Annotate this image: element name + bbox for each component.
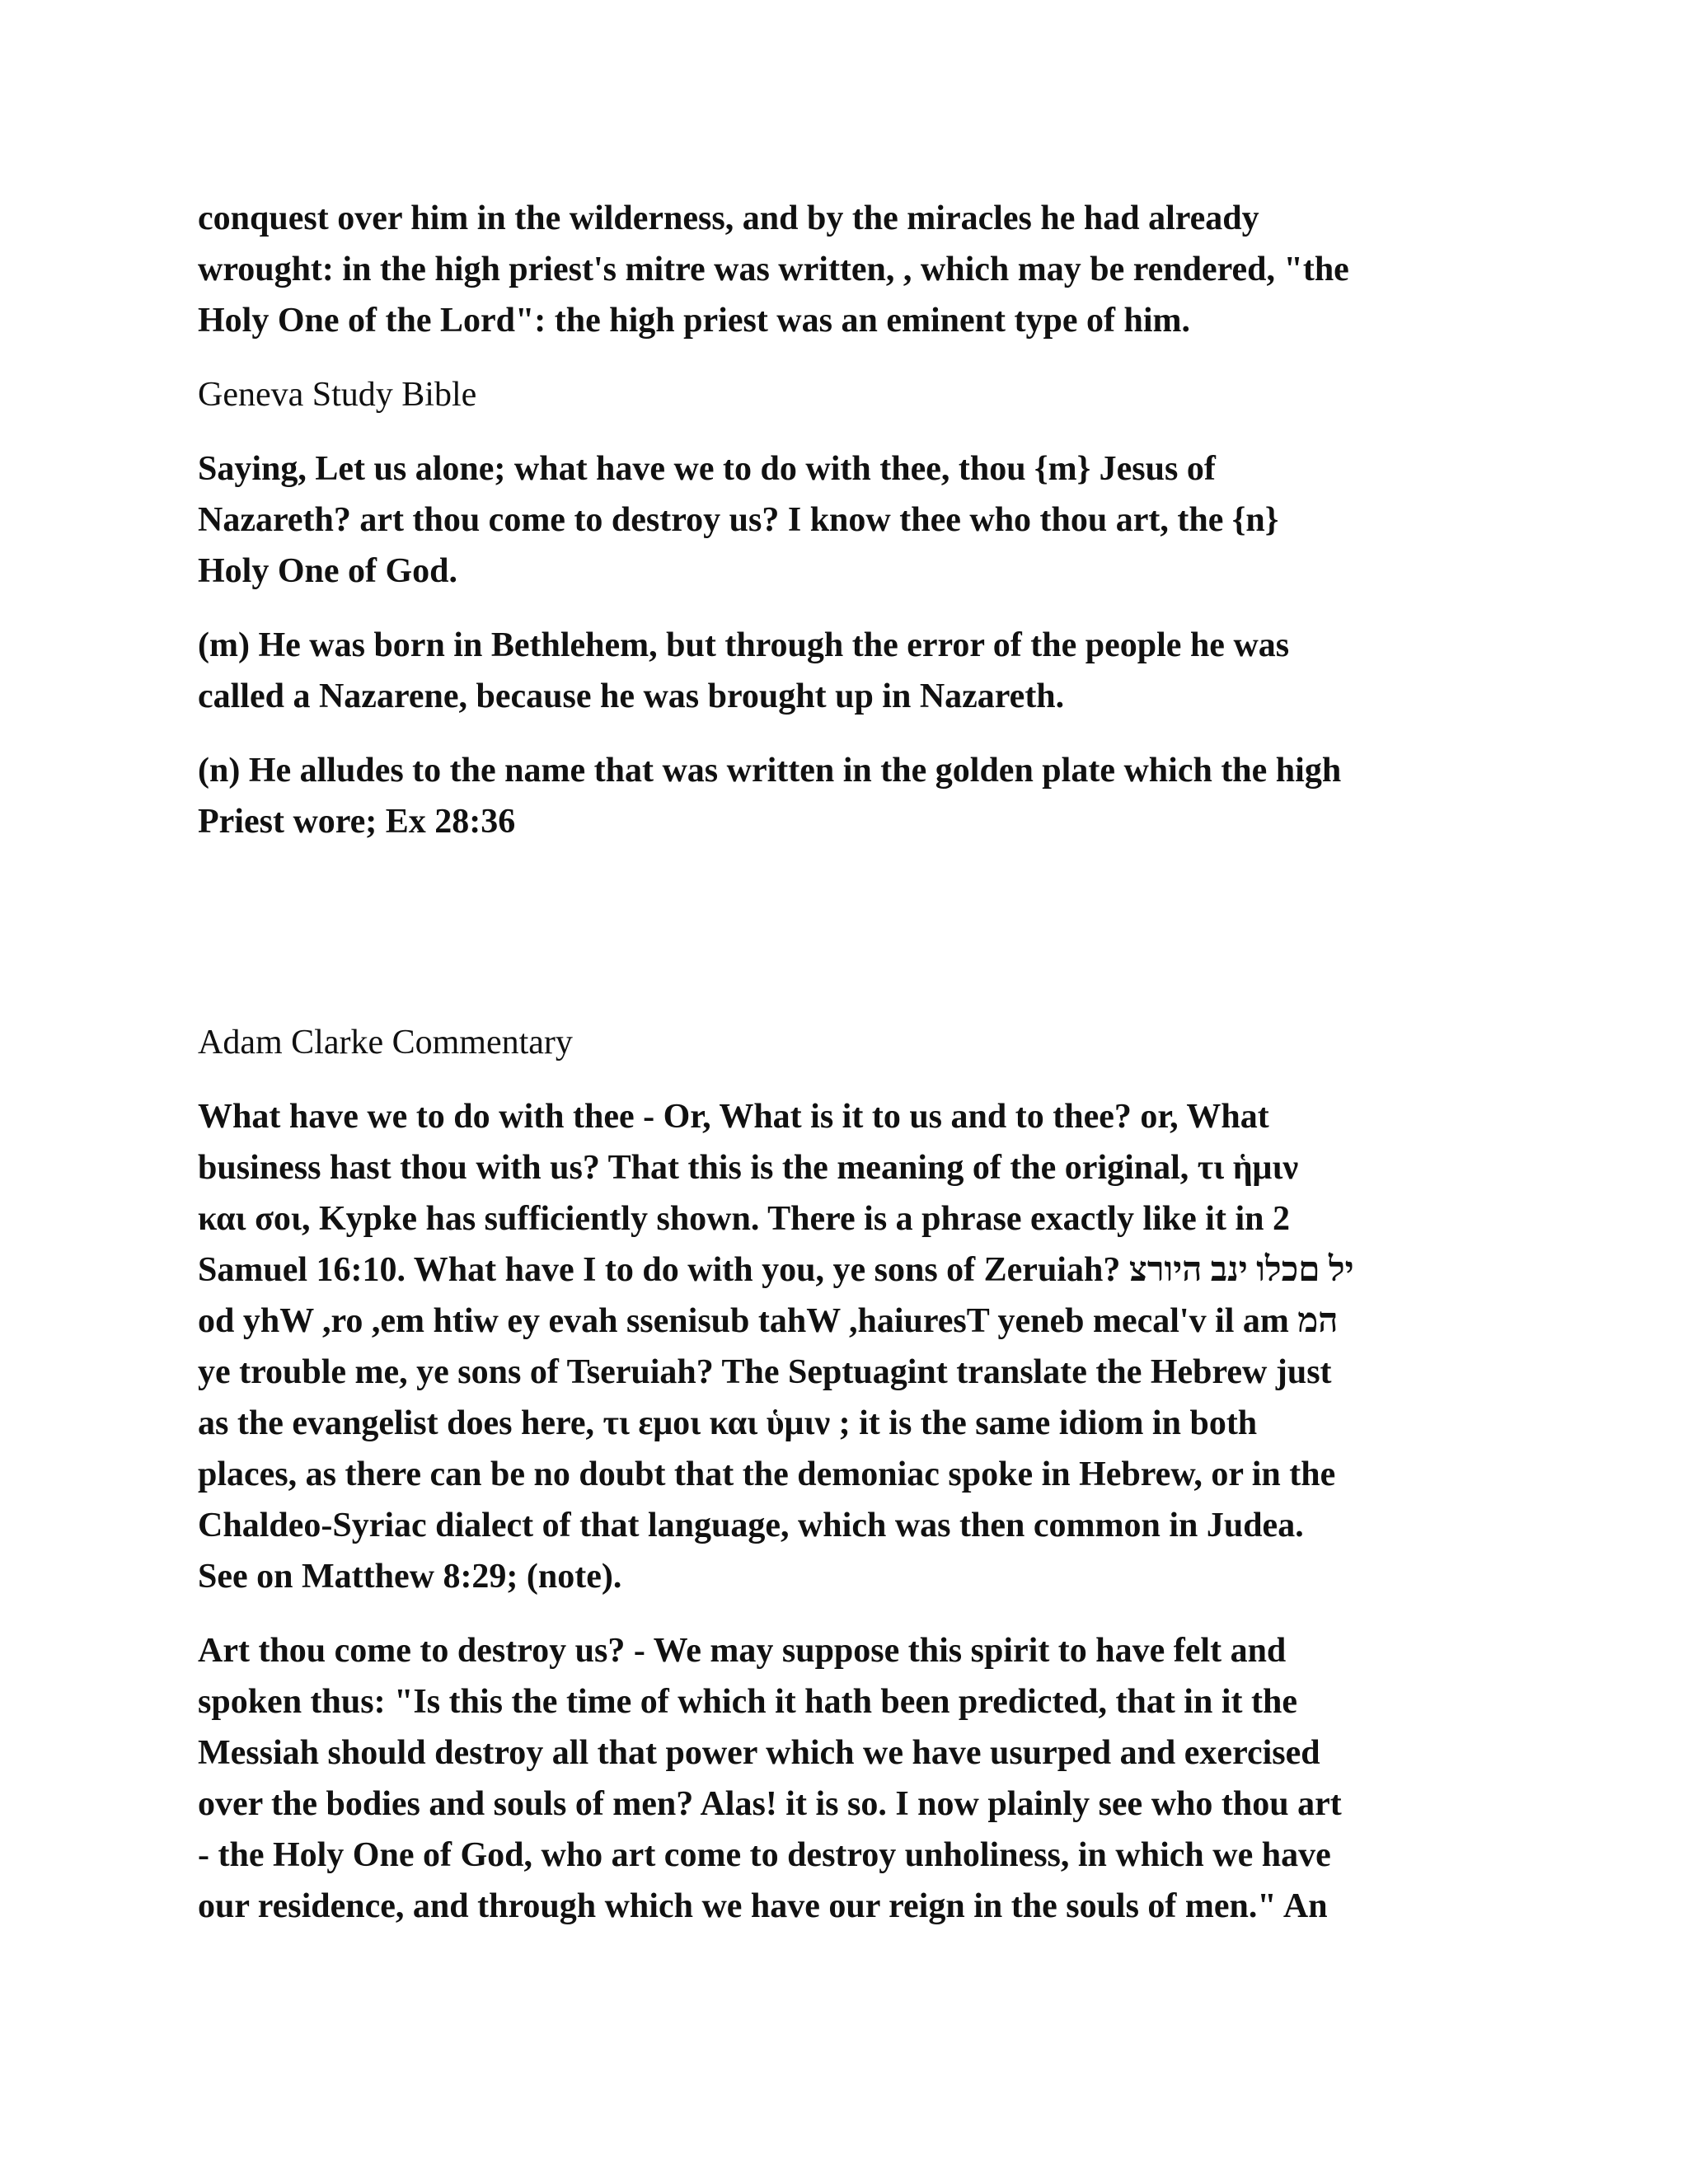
text-line: - the Holy One of God, who art come to destroy unholiness, in which we have [198, 1836, 1331, 1874]
text-line: (m) He was born in Bethlehem, but through the error of the people he was [198, 626, 1290, 664]
text-line: See on Matthew 8:29; (note). [198, 1558, 622, 1596]
text-line: Samuel 16:10. What have I to do with you, ye sons of Zeruiah? יל םכלו ינב היורצ [198, 1251, 1354, 1289]
document-page [198, 193, 1500, 1955]
text-line: called a Nazarene, because he was brought up in Nazareth. [198, 677, 1065, 715]
geneva-note-n [198, 745, 1500, 847]
text-line: και σοι, Kypke has sufficiently shown. There is a phrase exactly like it in 2 [198, 1200, 1290, 1238]
commentary-continuation-paragraph [198, 193, 1500, 346]
text-line: Messiah should destroy all that power which we have usurped and exercised [198, 1734, 1320, 1772]
text-line: (n) He alludes to the name that was written in the golden plate which the high [198, 752, 1342, 790]
text-line: od yhW ,ro ,em htiw ey evah ssenisub tahW ,haiuresT yeneb mecal'v il am המ [198, 1302, 1339, 1340]
text-line: places, as there can be no doubt that the demoniac spoke in Hebrew, or in the [198, 1455, 1336, 1493]
clarke-paragraph-what-have-we [198, 1091, 1500, 1602]
text-line: Priest wore; Ex 28:36 [198, 803, 516, 841]
text-line: our residence, and through which we have our reign in the souls of men." An [198, 1887, 1328, 1925]
text-line: spoken thus: "Is this the time of which it hath been predicted, that in it the [198, 1683, 1297, 1721]
text-line: wrought: in the high priest's mitre was written, , which may be rendered, "the [198, 251, 1349, 288]
geneva-verse-paragraph [198, 443, 1500, 597]
text-line: Nazareth? art thou come to destroy us? I know thee who thou art, the {n} [198, 501, 1279, 539]
text-line: business hast thou with us? That this is the meaning of the original, τι ἡμιν [198, 1149, 1299, 1187]
geneva-note-m [198, 620, 1500, 722]
text-line: Holy One of God. [198, 552, 458, 590]
text-line: Chaldeo-Syriac dialect of that language, which was then common in Judea. [198, 1507, 1304, 1544]
text-line: conquest over him in the wilderness, and by the miracles he had already [198, 199, 1259, 237]
clarke-paragraph-art-thou-come [198, 1625, 1500, 1932]
text-line: over the bodies and souls of men? Alas! it is so. I now plainly see who thou art [198, 1785, 1342, 1823]
text-line: as the evangelist does here, τι εμοι και ὑμιν ; it is the same idiom in both [198, 1404, 1258, 1442]
text-line: ye trouble me, ye sons of Tseruiah? The Septuagint translate the Hebrew just [198, 1353, 1332, 1391]
text-line: What have we to do with thee - Or, What is it to us and to thee? or, What [198, 1098, 1269, 1136]
text-line: Saying, Let us alone; what have we to do with thee, thou {m} Jesus of [198, 450, 1216, 488]
adam-clarke-commentary-heading: Adam Clarke Commentary [198, 1024, 573, 1062]
text-line: Holy One of the Lord": the high priest was an eminent type of him. [198, 302, 1190, 340]
blank-space [198, 870, 1500, 1017]
text-line: Art thou come to destroy us? - We may suppose this spirit to have felt and [198, 1632, 1287, 1670]
geneva-study-bible-heading: Geneva Study Bible [198, 376, 477, 414]
